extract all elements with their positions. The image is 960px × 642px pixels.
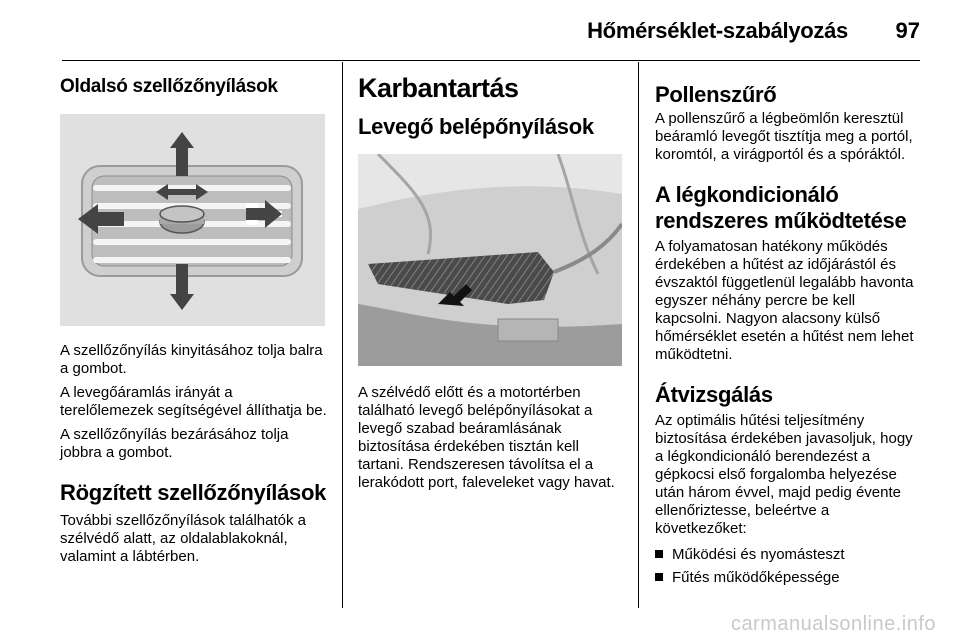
fixed-vents-text: További szellőzőnyílások találhatók a szélvédő alatt, az oldalablakoknál, valamint a lábtérben. [60,512,306,565]
column-pollen-ac [655,62,923,608]
list-item [655,546,923,564]
air-intake-text: A szélvédő előtt és a motortérben található levegő belépőnyílásokat a levegő szabad beáramlásának biztosítása érdekében tisztán kell tartani. Rendszeresen távolítsa el a lerakódott port, faleveleket vagy havat. [358,384,615,491]
column-divider [342,62,343,608]
inspection-text: Az optimális hűtési teljesítmény biztosítása érdekében javasoljuk, hogy a légkondicionáló berendezést a gépkocsi első forgalomba helyezése után három évvel, majd pedig évente ellenőriztesse, beleértve a következőket: [655,412,913,537]
column-maintenance [358,62,624,608]
column-side-vents [60,62,328,608]
vent-diagram [60,114,325,326]
list-item-text: Fűtés működőképessége [672,569,840,586]
air-intake-illustration [358,154,622,366]
pollen-filter-heading: Pollenszűrő [655,82,777,107]
column-divider [638,62,639,608]
list-item [655,569,923,587]
inspection-heading: Átvizsgálás [655,382,773,407]
bullet-square-icon [655,550,663,558]
fixed-vents-heading: Rögzített szellőzőnyílások [60,480,327,505]
bullet-square-icon [655,573,663,581]
pollen-filter-text: A pollenszűrő a légbeömlőn keresztül beáramló levegőt tisztítja meg a portól, koromtól, a virágportól és a spóráktól. [655,110,913,163]
inspection-list [655,546,923,587]
ac-operation-text: A folyamatosan hatékony működés érdekében a hűtést az időjárástól és évszaktól függetlenül legalább havonta egyszer néhány percre be kell kapcsolni. Nagyon alacsony külső hőmérséklet esetén a hűtést nem lehet működtetni. [655,238,914,363]
list-item-text: Működési és nyomásteszt [672,546,845,563]
side-vent-illustration [60,114,325,326]
ac-operation-heading: A légkondicionáló rendszeres működtetése [655,182,907,233]
side-vents-heading: Oldalsó szellőzőnyílások [60,76,278,97]
engine-bay-diagram [358,154,622,366]
page-header [0,0,960,60]
header-divider [62,60,920,61]
side-vents-open-text: A szellőzőnyílás kinyitásához tolja balra a gombot. [60,342,323,377]
maintenance-heading: Karbantartás [358,73,519,103]
air-intake-heading: Levegő belépőnyílások [358,114,594,139]
page-title: Hőmérséklet-szabályozás [587,18,848,43]
side-vents-direction-text: A levegőáramlás irányát a terelőlemezek segítségével állíthatja be. [60,384,327,419]
watermark-text: carmanualsonline.info [730,613,936,635]
side-vents-close-text: A szellőzőnyílás bezárásához tolja jobbra a gombot. [60,426,289,461]
page-number: 97 [895,18,920,43]
